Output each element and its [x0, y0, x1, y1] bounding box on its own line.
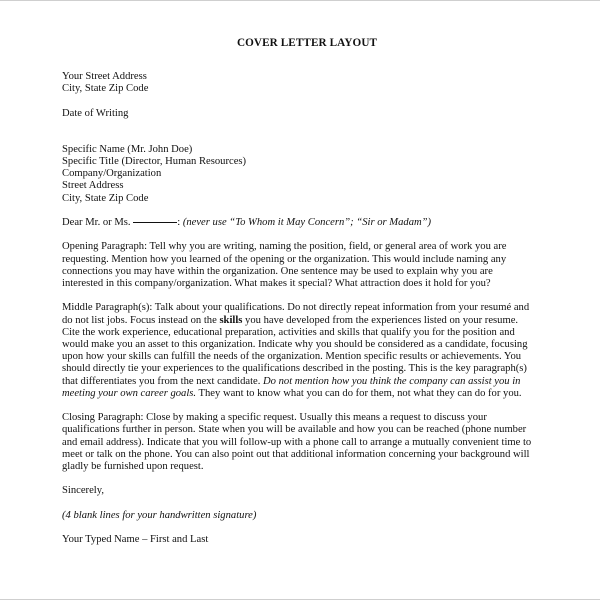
sender-city-state-zip: City, State Zip Code: [62, 83, 149, 95]
recipient-street: Street Address: [62, 180, 124, 192]
closing-line: qualifications further in person. State when you will be available and how you can be reached (phone number: [62, 424, 527, 436]
recipient-title: Specific Title (Director, Human Resources): [62, 156, 247, 167]
closing-line: gladly be furnished upon request.: [62, 461, 204, 473]
sender-street: Your Street Address: [62, 71, 147, 82]
opening-line: Opening Paragraph: Tell why you are writing, naming the position, field, or general area of work you are: [62, 241, 507, 253]
date-line: Date of Writing: [62, 107, 129, 119]
recipient-city-state-zip: City, State Zip Code: [62, 192, 149, 204]
closing-paragraph: [62, 412, 560, 473]
document-title: COVER LETTER LAYOUT: [236, 37, 378, 49]
middle-text: you have developed from the experiences listed on your resume.: [242, 314, 519, 326]
middle-line: [62, 376, 560, 388]
salutation-blank: [133, 222, 177, 223]
closing-line: Closing Paragraph: Close by making a specific request. Usually this means a request to discuss your: [62, 412, 487, 424]
sender-address: [62, 71, 560, 95]
salutation-colon: :: [177, 217, 181, 228]
middle-line: would make you an asset to this organization. Indicate why you should be considered as a candidate, focusing: [62, 339, 528, 350]
typed-name-label: Your Typed Name: [62, 534, 140, 546]
opening-line: connections you may have within the organization. One sentence may be used to explain why you are: [62, 265, 493, 277]
recipient-name: Specific Name (Mr. John Doe): [62, 143, 193, 155]
signature-block: [62, 510, 560, 522]
middle-line: upon how your skills can fulfill the needs of the organization. Mention specific results or achievements. You: [62, 351, 522, 363]
closing-word: Sincerely,: [62, 485, 104, 497]
typed-name-line: [62, 534, 560, 546]
middle-line: [62, 315, 560, 327]
closing-line: meet or talk on the phone. You can also point out that additional information concerning your background will: [62, 448, 530, 460]
typed-name-block: [62, 534, 560, 546]
middle-text: that differentiates you from the next candidate.: [62, 375, 264, 387]
salutation-prefix: Dear Mr. or Ms.: [62, 217, 131, 228]
opening-paragraph: [62, 241, 560, 290]
salutation: [62, 217, 560, 229]
recipient-company: Company/Organization: [62, 168, 162, 180]
skills-emphasis: skills: [219, 314, 243, 326]
opening-line: requesting. Mention how you learned of the opening or the organization. This would include naming any: [62, 253, 507, 265]
typed-name-detail: First and Last: [150, 534, 209, 546]
middle-line: should directly tie your experiences to the qualifications described in the posting. This is the key paragraph(s): [62, 363, 527, 375]
middle-italic-text: meeting your own career goals.: [62, 387, 197, 399]
recipient-address: [62, 144, 560, 205]
typed-name-separator: –: [139, 534, 151, 546]
middle-text: They want to know what you can do for them, not what they can do for you.: [196, 387, 522, 399]
closing-line: and email address). Indicate that you will follow-up with a phone call to arrange a mutually convenient time to: [62, 436, 532, 448]
middle-line: Cite the work experience, educational preparation, activities and skills that qualify you for the position and: [62, 326, 515, 338]
middle-italic-text: Do not mention how you think the company can assist you in: [263, 375, 521, 387]
opening-line: interested in this company/organization. What makes it special? What attraction does it hold for you?: [62, 278, 491, 289]
middle-text: do not list jobs. Focus instead on the: [62, 314, 220, 326]
salutation-note: (never use “To Whom it May Concern”; “Sir or Madam”): [182, 217, 432, 228]
signature-note: (4 blank lines for your handwritten signature): [62, 509, 257, 521]
closing-block: [62, 485, 560, 497]
middle-paragraph: [62, 302, 560, 400]
date-block: [62, 108, 560, 120]
middle-line: [62, 388, 560, 400]
middle-line: Middle Paragraph(s): Talk about your qualifications. Do not directly repeat information from your resumé and: [62, 302, 530, 314]
